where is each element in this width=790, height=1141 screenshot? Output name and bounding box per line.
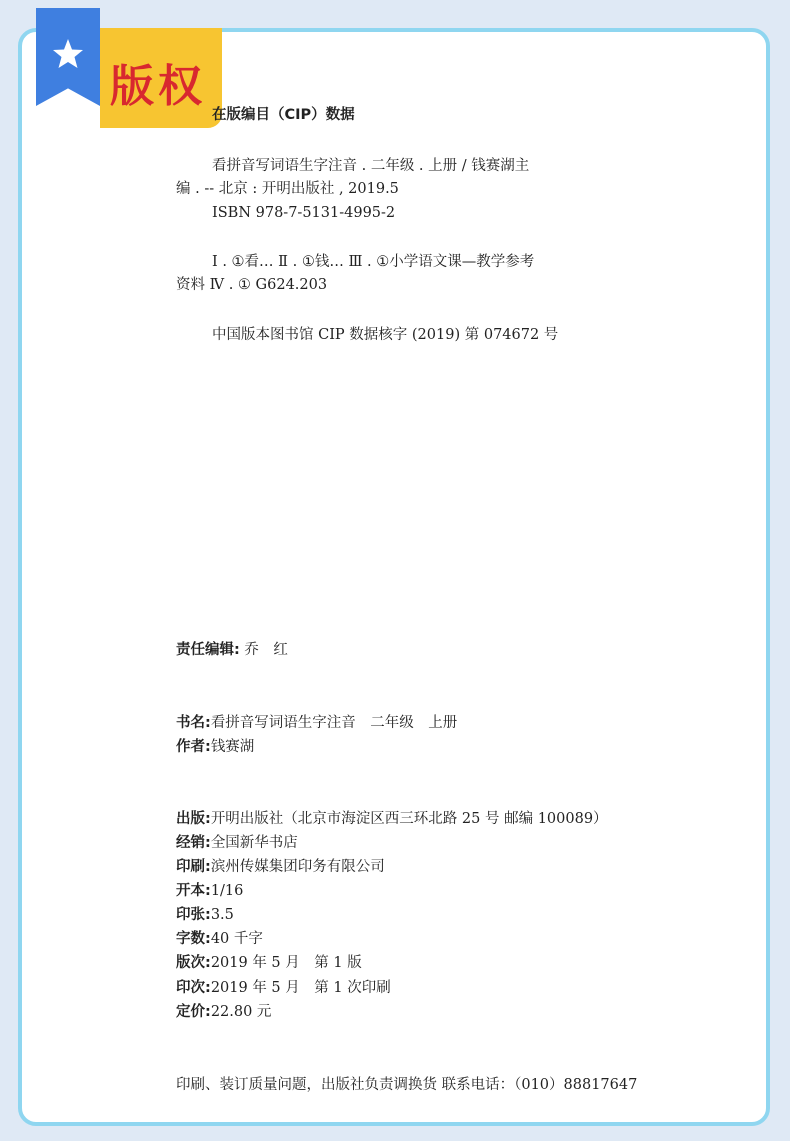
cip-verification: 中国版本图书馆 CIP 数据核字 (2019) 第 074672 号 (212, 327, 559, 343)
printer-row (176, 860, 385, 875)
row-key: 字数: (176, 931, 211, 947)
format-row (176, 884, 243, 899)
section-badge (100, 28, 222, 128)
footer-note: 印刷、装订质量问题，出版社负责调换货 联系电话：（010）88817647 (176, 1077, 638, 1093)
book-title-row (176, 716, 457, 731)
editor-row (176, 643, 288, 658)
sheets-row (176, 908, 234, 923)
word-count-row (176, 932, 263, 947)
row-key: 定价: (176, 1004, 211, 1020)
edition-row (176, 956, 362, 971)
book-author-row (176, 740, 254, 755)
row-value: 1/16 (210, 883, 244, 899)
cip-title-line: 看拼音写词语生字注音 . 二年级 . 上册 / 钱赛湖主 (212, 158, 530, 174)
cip-publisher-line: 编 . -- 北京 : 开明出版社 , 2019.5 (176, 181, 399, 197)
row-value: 滨州传媒集团印务有限公司 (210, 859, 385, 875)
row-key: 经销: (176, 835, 211, 851)
cip-heading: 在版编目（CIP）数据 (212, 107, 355, 123)
row-value: 3.5 (210, 907, 234, 923)
row-key: 版次: (176, 955, 211, 971)
cip-classification-line: Ⅰ . ①看… Ⅱ . ①钱… Ⅲ . ①小学语文课—教学参考 (212, 254, 535, 270)
row-value: 2019 年 5 月 第 1 版 (210, 955, 362, 971)
row-key: 开本: (176, 883, 211, 899)
row-key: 印刷: (176, 859, 211, 875)
publisher-row (176, 812, 608, 827)
row-value: 看拼音写词语生字注音 二年级 上册 (210, 715, 458, 731)
row-key: 书名: (176, 715, 211, 731)
row-value: 开明出版社（北京市海淀区西三环北路 25 号 邮编 100089） (210, 811, 608, 827)
printing-row (176, 981, 391, 996)
section-title: 版权 (110, 61, 206, 112)
row-value: 全国新华书店 (210, 835, 298, 851)
row-key: 印张: (176, 907, 211, 923)
row-value: 2019 年 5 月 第 1 次印刷 (210, 980, 391, 996)
cip-classification-code: 资料 Ⅳ . ① G624.203 (176, 277, 328, 293)
row-key: 印次: (176, 980, 211, 996)
row-value: 40 千字 (210, 931, 263, 947)
editor-value: 乔 红 (244, 642, 288, 658)
price-row (176, 1005, 271, 1020)
editor-key: 责任编辑: (176, 642, 240, 658)
row-key: 出版: (176, 811, 211, 827)
row-key: 作者: (176, 739, 211, 755)
cip-isbn: ISBN 978-7-5131-4995-2 (212, 205, 396, 221)
star-icon (52, 38, 84, 70)
row-value: 钱赛湖 (210, 739, 255, 755)
row-value: 22.80 元 (210, 1004, 272, 1020)
distributor-row (176, 836, 298, 851)
